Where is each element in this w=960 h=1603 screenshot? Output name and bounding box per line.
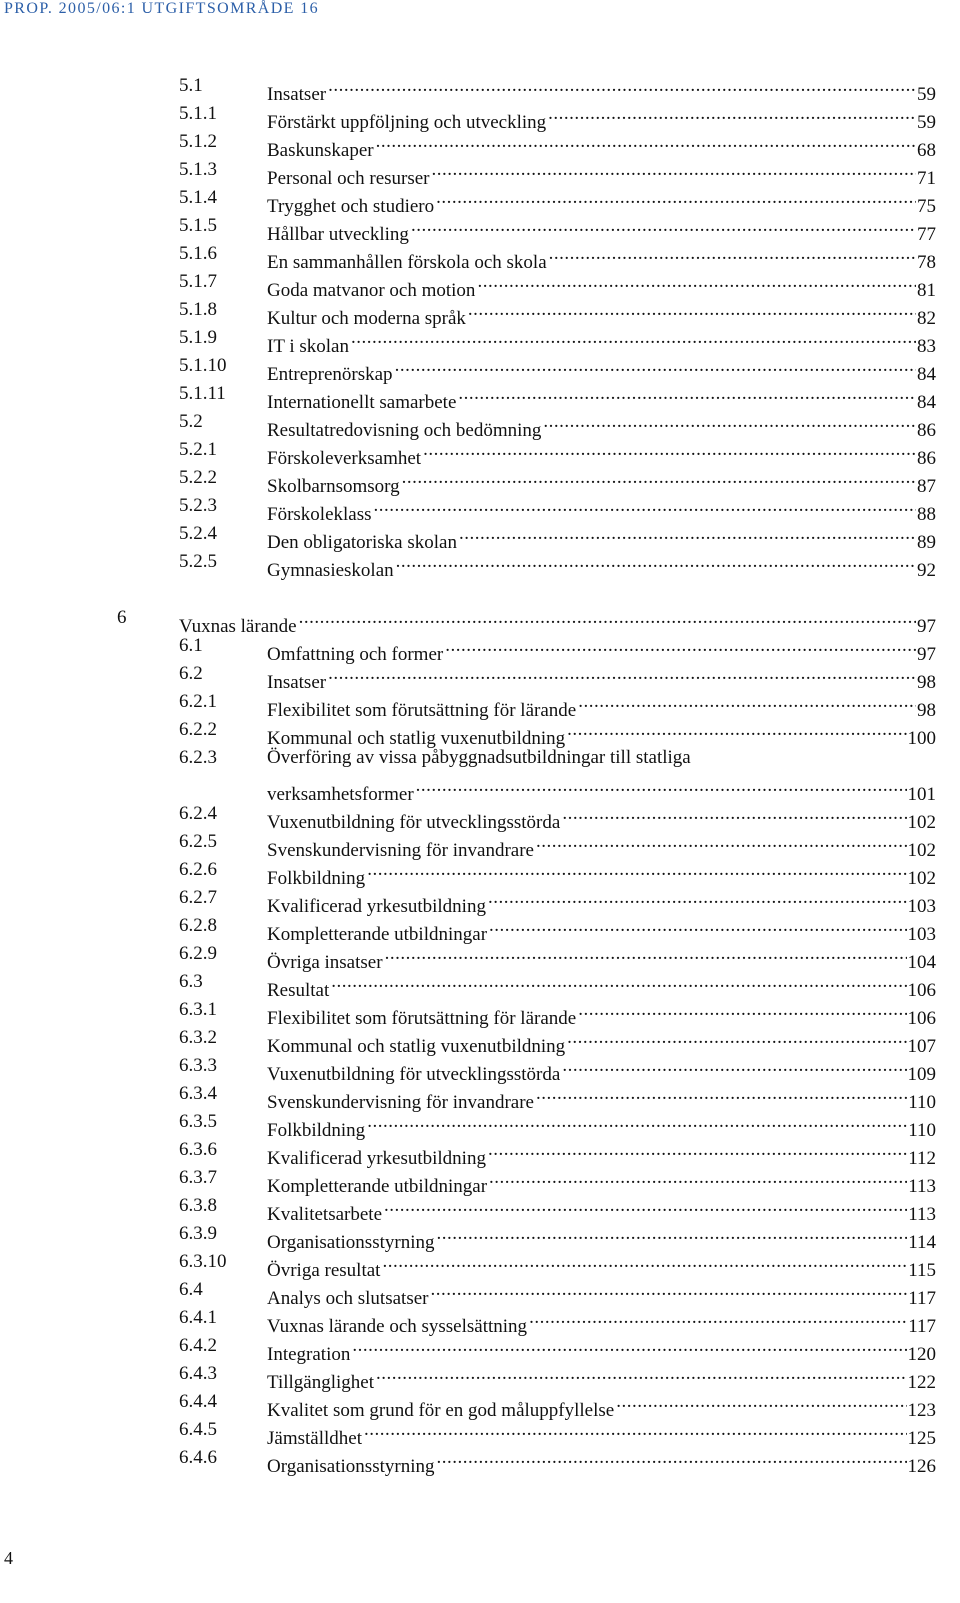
toc-entry-title: Förstärkt uppföljning och utveckling xyxy=(267,112,547,133)
toc-entry[interactable] xyxy=(0,744,960,772)
toc-entry-title: Kompletterande utbildningar xyxy=(267,1176,488,1197)
toc-entry-page: 103 xyxy=(907,924,936,945)
dot-leader xyxy=(489,912,906,940)
toc-entry[interactable] xyxy=(0,72,960,105)
toc-entry-title: Svenskundervisning för invandrare xyxy=(267,1092,534,1113)
toc-entry-title: Övriga resultat xyxy=(267,1260,381,1281)
toc-entry-title: Hållbar utveckling xyxy=(267,224,409,245)
toc-entry-number: 6.2 xyxy=(179,663,203,684)
toc-entry-continuation-row[interactable] xyxy=(0,772,960,805)
toc-entry-number: 6.4 xyxy=(179,1279,203,1300)
dot-leader xyxy=(489,1164,907,1192)
toc-entry-title: Kvalificerad yrkesutbildning xyxy=(267,896,486,917)
toc-entry-number: 5.1.8 xyxy=(179,299,217,320)
toc-entry-page: 101 xyxy=(907,784,936,805)
dot-leader xyxy=(562,800,906,828)
page-number: 4 xyxy=(4,1548,13,1568)
dot-leader xyxy=(477,268,916,296)
toc-entry-title: Folkbildning xyxy=(267,1120,366,1141)
dot-leader xyxy=(567,716,906,744)
toc-entry[interactable] xyxy=(0,1080,960,1113)
toc-entry[interactable] xyxy=(0,100,960,133)
dot-leader xyxy=(436,1220,907,1248)
toc-entry-page: 117 xyxy=(908,1288,936,1309)
toc-entry-number: 5.2.2 xyxy=(179,467,217,488)
dot-leader xyxy=(549,240,916,268)
dot-leader xyxy=(488,884,907,912)
toc-entry-title: Vuxnas lärande och sysselsättning xyxy=(267,1316,528,1337)
dot-leader xyxy=(376,1360,907,1388)
toc-entry-page: 110 xyxy=(908,1092,936,1113)
toc-entry-title: Kommunal och statlig vuxenutbildning xyxy=(267,728,566,749)
toc-entry-title: Förskoleklass xyxy=(267,504,372,525)
toc-entry-number: 6.3.9 xyxy=(179,1223,217,1244)
toc-entry-page: 75 xyxy=(917,196,936,217)
toc-entry-page: 68 xyxy=(917,140,936,161)
toc-entry[interactable] xyxy=(0,324,960,357)
toc-entry-title: Folkbildning xyxy=(267,868,366,889)
toc-entry-title: Omfattning och former xyxy=(267,644,444,665)
toc-entry[interactable] xyxy=(0,688,960,721)
toc-entry-number: 5.1.6 xyxy=(179,243,217,264)
dot-leader xyxy=(352,1332,906,1360)
toc-entry-title: Internationellt samarbete xyxy=(267,392,457,413)
toc-entry[interactable] xyxy=(0,828,960,861)
dot-leader xyxy=(374,492,917,520)
toc-entry-title: Resultat xyxy=(267,980,330,1001)
toc-entry-page: 83 xyxy=(917,336,936,357)
toc-entry-number: 6.4.1 xyxy=(179,1307,217,1328)
toc-entry-page: 86 xyxy=(917,420,936,441)
toc-entry-number: 6 xyxy=(117,607,127,628)
toc-entry-title: Vuxenutbildning för utvecklingsstörda xyxy=(267,1064,561,1085)
toc-entry-page: 104 xyxy=(907,952,936,973)
dot-leader xyxy=(458,380,916,408)
dot-leader xyxy=(567,1024,906,1052)
toc-entry[interactable] xyxy=(0,184,960,217)
toc-entry-page: 122 xyxy=(907,1372,936,1393)
toc-entry-page: 77 xyxy=(917,224,936,245)
running-header: PROP. 2005/06:1 UTGIFTSOMRÅDE 16 xyxy=(4,0,320,17)
toc-entry[interactable] xyxy=(0,268,960,301)
toc-entry-page: 114 xyxy=(908,1232,936,1253)
toc-entry-number: 6.3.10 xyxy=(179,1251,227,1272)
dot-leader xyxy=(416,772,907,800)
toc-entry-title: Flexibilitet som förutsättning för lärande xyxy=(267,700,577,721)
dot-leader xyxy=(436,184,916,212)
toc-entry-number: 5.2.4 xyxy=(179,523,217,544)
dot-leader xyxy=(384,1192,907,1220)
toc-entry[interactable] xyxy=(0,464,960,497)
toc-entry-title: Resultatredovisning och bedömning xyxy=(267,420,542,441)
toc-entry-page: 71 xyxy=(917,168,936,189)
toc-entry-title: Trygghet och studiero xyxy=(267,196,435,217)
dot-leader xyxy=(459,520,916,548)
toc-entry-page: 98 xyxy=(917,700,936,721)
toc-entry[interactable] xyxy=(0,1192,960,1225)
toc-entry[interactable] xyxy=(0,436,960,469)
toc-entry[interactable] xyxy=(0,156,960,189)
toc-entry-page: 123 xyxy=(907,1400,936,1421)
toc-entry-number: 5.1.4 xyxy=(179,187,217,208)
dot-leader xyxy=(436,1444,906,1472)
toc-entry[interactable] xyxy=(0,800,960,833)
toc-entry-number: 5.1.1 xyxy=(179,103,217,124)
toc-entry-number: 6.3.6 xyxy=(179,1139,217,1160)
toc-entry-page: 107 xyxy=(907,1036,936,1057)
toc-entry-page: 98 xyxy=(917,672,936,693)
toc-entry-page: 102 xyxy=(907,812,936,833)
toc-entry-number: 5.2.5 xyxy=(179,551,217,572)
dot-leader xyxy=(468,296,916,324)
toc-entry-title: Jämställdhet xyxy=(267,1428,362,1449)
toc-entry-number: 5.1.7 xyxy=(179,271,217,292)
dot-leader xyxy=(385,940,907,968)
toc-entry-number: 6.2.4 xyxy=(179,803,217,824)
toc-entry-number: 5.1.3 xyxy=(179,159,217,180)
toc-entry-title: Förskoleverksamhet xyxy=(267,448,422,469)
toc-entry-number: 6.2.7 xyxy=(179,887,217,908)
dot-leader xyxy=(536,828,907,856)
toc-entry-page: 102 xyxy=(907,868,936,889)
toc-entry-title: Goda matvanor och motion xyxy=(267,280,476,301)
toc-entry-page: 88 xyxy=(917,504,936,525)
toc-entry[interactable] xyxy=(0,1360,960,1393)
toc-entry-number: 6.3 xyxy=(179,971,203,992)
dot-leader xyxy=(616,1388,906,1416)
toc-entry[interactable] xyxy=(0,940,960,973)
toc-entry[interactable] xyxy=(0,352,960,385)
toc-entry[interactable] xyxy=(0,884,960,917)
dot-leader xyxy=(367,856,906,884)
toc-entry-number: 6.3.2 xyxy=(179,1027,217,1048)
toc-entry-page: 59 xyxy=(917,84,936,105)
toc-entry[interactable] xyxy=(0,1388,960,1421)
toc-entry-title-continuation: verksamhetsformer xyxy=(267,784,414,805)
toc-entry-title: Kvalitet som grund för en god måluppfyllelse xyxy=(267,1400,615,1421)
toc-entry-number: 6.4.6 xyxy=(179,1447,217,1468)
toc-entry-title: Entreprenörskap xyxy=(267,364,393,385)
toc-entry-title: Kompletterande utbildningar xyxy=(267,924,488,945)
toc-entry-title: Insatser xyxy=(267,84,327,105)
toc-entry-title: Svenskundervisning för invandrare xyxy=(267,840,534,861)
toc-entry[interactable] xyxy=(0,1332,960,1365)
toc-entry-page: 81 xyxy=(917,280,936,301)
toc-entry[interactable] xyxy=(0,1444,960,1477)
toc-entry-number: 5.1 xyxy=(179,75,203,96)
toc-entry-title: Överföring av vissa påbyggnadsutbildningar till statliga xyxy=(267,747,691,768)
toc-entry-number: 6.2.9 xyxy=(179,943,217,964)
toc-entry-number: 6.4.2 xyxy=(179,1335,217,1356)
toc-entry-page: 120 xyxy=(907,1344,936,1365)
toc-entry-page: 102 xyxy=(907,840,936,861)
toc-entry-page: 100 xyxy=(907,728,936,749)
toc-entry-title: Gymnasieskolan xyxy=(267,560,394,581)
toc-entry-title: Organisationsstyrning xyxy=(267,1456,435,1477)
toc-entry[interactable] xyxy=(0,548,960,581)
toc-entry[interactable] xyxy=(0,240,960,273)
toc-entry-number: 6.2.5 xyxy=(179,831,217,852)
toc-entry-number: 6.3.4 xyxy=(179,1083,217,1104)
dot-leader xyxy=(376,128,916,156)
toc-entry-page: 103 xyxy=(907,896,936,917)
dot-leader xyxy=(430,1276,907,1304)
toc-entry-title: Personal och resurser xyxy=(267,168,430,189)
toc-entry-page: 97 xyxy=(917,644,936,665)
toc-entry-page: 92 xyxy=(917,560,936,581)
toc-entry-number: 5.1.10 xyxy=(179,355,227,376)
toc-entry[interactable] xyxy=(0,1276,960,1309)
toc-entry-page: 115 xyxy=(908,1260,936,1281)
toc-entry-page: 84 xyxy=(917,392,936,413)
toc-entry-page: 109 xyxy=(907,1064,936,1085)
toc-entry-title: Kultur och moderna språk xyxy=(267,308,466,329)
toc-entry[interactable] xyxy=(0,1248,960,1281)
toc-entry-page: 125 xyxy=(907,1428,936,1449)
toc-entry-number: 6.2.3 xyxy=(179,747,217,768)
toc-entry[interactable] xyxy=(0,1416,960,1449)
toc-entry-page: 112 xyxy=(908,1148,936,1169)
toc-entry-number: 6.2.6 xyxy=(179,859,217,880)
toc-entry-page: 106 xyxy=(907,1008,936,1029)
toc-entry-number: 6.3.7 xyxy=(179,1167,217,1188)
toc-entry-title: Kvalificerad yrkesutbildning xyxy=(267,1148,486,1169)
dot-leader xyxy=(367,1108,907,1136)
dot-leader xyxy=(432,156,916,184)
toc-entry-number: 5.2.1 xyxy=(179,439,217,460)
toc-entry-page: 84 xyxy=(917,364,936,385)
toc-entry-title: Organisationsstyrning xyxy=(267,1232,435,1253)
toc-entry-page: 97 xyxy=(917,616,936,637)
toc-entry-number: 5.1.5 xyxy=(179,215,217,236)
toc-entry[interactable] xyxy=(0,408,960,441)
toc-entry[interactable] xyxy=(0,660,960,693)
toc-entry[interactable] xyxy=(0,1136,960,1169)
toc-entry-number: 6.3.3 xyxy=(179,1055,217,1076)
toc-entry-title: Vuxnas lärande xyxy=(179,616,297,637)
toc-entry-page: 126 xyxy=(907,1456,936,1477)
toc-entry-page: 87 xyxy=(917,476,936,497)
toc-entry-page: 59 xyxy=(917,112,936,133)
toc-entry-number: 6.4.3 xyxy=(179,1363,217,1384)
toc-entry-number: 6.1 xyxy=(179,635,203,656)
dot-leader xyxy=(382,1248,907,1276)
toc-entry-title: Vuxenutbildning för utvecklingsstörda xyxy=(267,812,561,833)
dot-leader xyxy=(445,632,916,660)
toc-entry-title: Kvalitetsarbete xyxy=(267,1204,383,1225)
toc-entry-page: 89 xyxy=(917,532,936,553)
toc-entry[interactable] xyxy=(0,912,960,945)
toc-entry-title: Integration xyxy=(267,1344,351,1365)
toc-entry[interactable] xyxy=(0,296,960,329)
toc-entry-number: 5.1.11 xyxy=(179,383,226,404)
toc-entry-number: 6.2.8 xyxy=(179,915,217,936)
dot-leader xyxy=(529,1304,907,1332)
toc-entry[interactable] xyxy=(0,128,960,161)
dot-leader xyxy=(331,968,906,996)
dot-leader xyxy=(423,436,916,464)
toc-entry[interactable] xyxy=(0,520,960,553)
toc-entry-page: 113 xyxy=(908,1176,936,1197)
dot-leader xyxy=(411,212,916,240)
dot-leader xyxy=(543,408,916,436)
toc-entry-title: En sammanhållen förskola och skola xyxy=(267,252,547,273)
toc-entry-number: 6.3.5 xyxy=(179,1111,217,1132)
toc-entry-title: Baskunskaper xyxy=(267,140,374,161)
dot-leader xyxy=(548,100,916,128)
toc-entry-title: Analys och slutsatser xyxy=(267,1288,429,1309)
toc-entry[interactable] xyxy=(0,604,960,637)
toc-entry[interactable] xyxy=(0,968,960,1001)
toc-entry-page: 78 xyxy=(917,252,936,273)
toc-entry-number: 6.2.1 xyxy=(179,691,217,712)
toc-entry-title: Skolbarnsomsorg xyxy=(267,476,400,497)
toc-entry[interactable] xyxy=(0,1108,960,1141)
toc-entry[interactable] xyxy=(0,716,960,749)
toc-entry[interactable] xyxy=(0,1304,960,1337)
toc-entry-number: 5.2 xyxy=(179,411,203,432)
toc-entry-title: Övriga insatser xyxy=(267,952,383,973)
dot-leader xyxy=(299,604,916,632)
dot-leader xyxy=(562,1052,906,1080)
dot-leader xyxy=(488,1136,907,1164)
dot-leader xyxy=(578,688,916,716)
dot-leader xyxy=(396,548,916,576)
toc-entry[interactable] xyxy=(0,380,960,413)
toc-entry-page: 106 xyxy=(907,980,936,1001)
dot-leader xyxy=(536,1080,907,1108)
dot-leader xyxy=(328,660,916,688)
dot-leader xyxy=(395,352,916,380)
toc-entry[interactable] xyxy=(0,632,960,665)
toc-entry-page: 113 xyxy=(908,1204,936,1225)
toc-entry[interactable] xyxy=(0,1164,960,1197)
toc-entry[interactable] xyxy=(0,1220,960,1253)
toc-entry[interactable] xyxy=(0,212,960,245)
toc-entry-title: IT i skolan xyxy=(267,336,349,357)
dot-leader xyxy=(351,324,916,352)
toc-entry-number: 6.3.8 xyxy=(179,1195,217,1216)
dot-leader xyxy=(578,996,906,1024)
toc-entry-number: 5.2.3 xyxy=(179,495,217,516)
toc-entry-number: 5.1.2 xyxy=(179,131,217,152)
toc-entry-page: 86 xyxy=(917,448,936,469)
toc-entry-title: Flexibilitet som förutsättning för lärande xyxy=(267,1008,577,1029)
dot-leader xyxy=(364,1416,907,1444)
toc-entry-number: 5.1.9 xyxy=(179,327,217,348)
toc-entry[interactable] xyxy=(0,492,960,525)
toc-entry-title: Tillgänglighet xyxy=(267,1372,374,1393)
toc-entry[interactable] xyxy=(0,1052,960,1085)
dot-leader xyxy=(402,464,916,492)
toc-entry[interactable] xyxy=(0,856,960,889)
toc-entry[interactable] xyxy=(0,996,960,1029)
toc-entry-page: 82 xyxy=(917,308,936,329)
toc-entry-number: 6.4.4 xyxy=(179,1391,217,1412)
toc-entry-page: 110 xyxy=(908,1120,936,1141)
toc-entry-number: 6.2.2 xyxy=(179,719,217,740)
toc-entry-title: Den obligatoriska skolan xyxy=(267,532,457,553)
toc-entry-number: 6.3.1 xyxy=(179,999,217,1020)
toc-entry[interactable] xyxy=(0,1024,960,1057)
toc-entry-page: 117 xyxy=(908,1316,936,1337)
dot-leader xyxy=(328,72,916,100)
toc-entry-number: 6.4.5 xyxy=(179,1419,217,1440)
toc-entry-title: Insatser xyxy=(267,672,327,693)
toc-entry-title: Kommunal och statlig vuxenutbildning xyxy=(267,1036,566,1057)
